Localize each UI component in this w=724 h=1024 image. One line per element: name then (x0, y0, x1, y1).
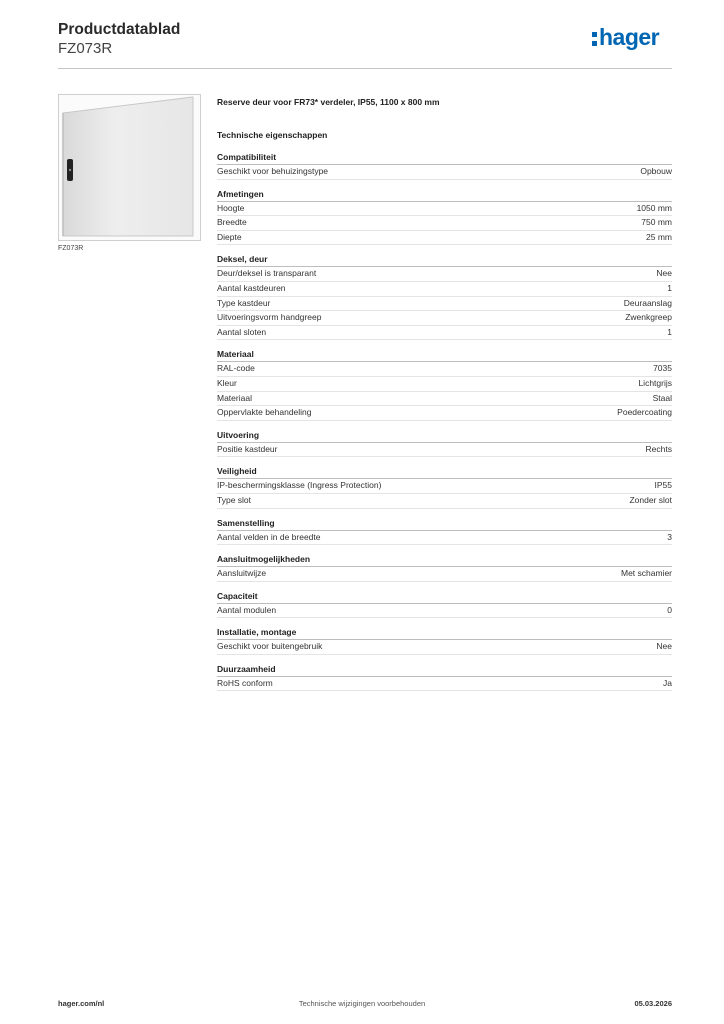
spec-label: Aansluitwijze (217, 568, 267, 579)
section-heading: Deksel, deur (217, 253, 672, 267)
logo-text: hager (599, 24, 660, 50)
section-heading: Compatibiliteit (217, 151, 672, 165)
spec-label: Oppervlakte behandeling (217, 407, 312, 418)
spec-section (217, 429, 672, 458)
spec-section (217, 348, 672, 420)
logo-colon-mark (592, 32, 597, 46)
spec-label: RAL-code (217, 363, 255, 374)
section-heading: Afmetingen (217, 188, 672, 202)
spec-value: Met schamier (620, 568, 672, 579)
spec-value: Opbouw (640, 166, 672, 176)
section-heading: Capaciteit (217, 590, 672, 604)
spec-row (217, 567, 672, 582)
spec-value: 7035 (653, 363, 672, 374)
spec-row (217, 531, 672, 546)
spec-value: Zonder slot (629, 494, 672, 505)
spec-label: Aantal kastdeuren (217, 282, 286, 293)
cabinet-door-icon (59, 95, 200, 240)
header-divider (58, 68, 672, 69)
spec-row (217, 362, 672, 377)
spec-section (217, 151, 672, 180)
spec-label: RoHS conform (217, 677, 273, 688)
spec-section (217, 663, 672, 692)
spec-section (217, 590, 672, 619)
spec-row (217, 267, 672, 282)
spec-value: IP55 (654, 480, 672, 491)
spec-row (217, 443, 672, 458)
spec-row (217, 231, 672, 246)
spec-row (217, 392, 672, 407)
spec-row (217, 494, 672, 509)
spec-section (217, 553, 672, 582)
spec-value: Deuraanslag (623, 297, 672, 308)
spec-value: Poedercoating (617, 407, 672, 418)
section-heading: Aansluitmogelijkheden (217, 553, 672, 567)
spec-value: 1 (667, 326, 672, 337)
section-heading: Materiaal (217, 348, 672, 362)
product-code: FZ073R (58, 40, 113, 57)
spec-value: Zwenkgreep (625, 312, 672, 323)
spec-label: Positie kastdeur (217, 443, 278, 454)
tech-heading: Technische eigenschappen (217, 130, 328, 140)
spec-section (217, 465, 672, 508)
spec-label: Materiaal (217, 392, 252, 403)
spec-label: Aantal sloten (217, 326, 267, 337)
section-heading: Duurzaamheid (217, 663, 672, 677)
spec-value: 3 (667, 531, 672, 542)
product-image (58, 94, 201, 241)
spec-row (217, 202, 672, 217)
section-heading: Uitvoering (217, 429, 672, 443)
spec-row (217, 377, 672, 392)
spec-value: 1050 mm (636, 202, 672, 213)
spec-label: Geschikt voor buitengebruik (217, 641, 323, 652)
spec-label: Type kastdeur (217, 297, 271, 308)
spec-row (217, 282, 672, 297)
spec-value: Rechts (645, 443, 672, 454)
spec-section (217, 626, 672, 655)
spec-label: Aantal velden in de breedte (217, 531, 321, 542)
footer-date: 05.03.2026 (634, 999, 672, 1008)
spec-row (217, 406, 672, 421)
spec-value: 25 mm (646, 231, 672, 242)
image-caption: FZ073R (58, 245, 84, 252)
spec-value: Nee (656, 641, 672, 652)
spec-value: Nee (656, 268, 672, 279)
spec-value: 750 mm (641, 217, 672, 228)
spec-row (217, 479, 672, 494)
spec-label: Geschikt voor behuizingstype (217, 166, 329, 176)
hager-logo (592, 26, 659, 49)
section-heading: Installatie, montage (217, 626, 672, 640)
spec-label: Hoogte (217, 202, 245, 213)
spec-label: Uitvoeringsvorm handgreep (217, 312, 322, 323)
spec-section (217, 253, 672, 340)
spec-value: Lichtgrijs (638, 377, 672, 388)
spec-row (217, 216, 672, 231)
spec-label: Aantal modulen (217, 604, 277, 615)
spec-value: 0 (667, 604, 672, 615)
spec-label: Kleur (217, 377, 237, 388)
spec-value: Ja (663, 677, 672, 688)
section-heading: Samenstelling (217, 517, 672, 531)
spec-label: Deur/deksel is transparant (217, 268, 317, 279)
product-details (217, 96, 672, 699)
spec-row (217, 165, 672, 180)
spec-label: Type slot (217, 494, 252, 505)
spec-section (217, 188, 672, 246)
spec-row (217, 677, 672, 692)
spec-label: IP-beschermingsklasse (Ingress Protection) (217, 480, 382, 491)
spec-row (217, 297, 672, 312)
spec-value: 1 (667, 282, 672, 293)
spec-row (217, 604, 672, 619)
footer-notice: Technische wijzigingen voorbehouden (298, 999, 426, 1008)
spec-row (217, 311, 672, 326)
spec-row (217, 326, 672, 341)
footer-website-link[interactable]: hager.com/nl (58, 999, 105, 1008)
spec-sections (217, 151, 672, 691)
spec-label: Diepte (217, 231, 242, 242)
spec-row (217, 640, 672, 655)
spec-label: Breedte (217, 217, 247, 228)
product-title: Reserve deur voor FR73* verdeler, IP55, 1100 x 800 mm (217, 97, 440, 107)
spec-value: Staal (652, 392, 672, 403)
page-title: Productdatablad (58, 21, 181, 38)
spec-section (217, 517, 672, 546)
section-heading: Veiligheid (217, 465, 672, 479)
